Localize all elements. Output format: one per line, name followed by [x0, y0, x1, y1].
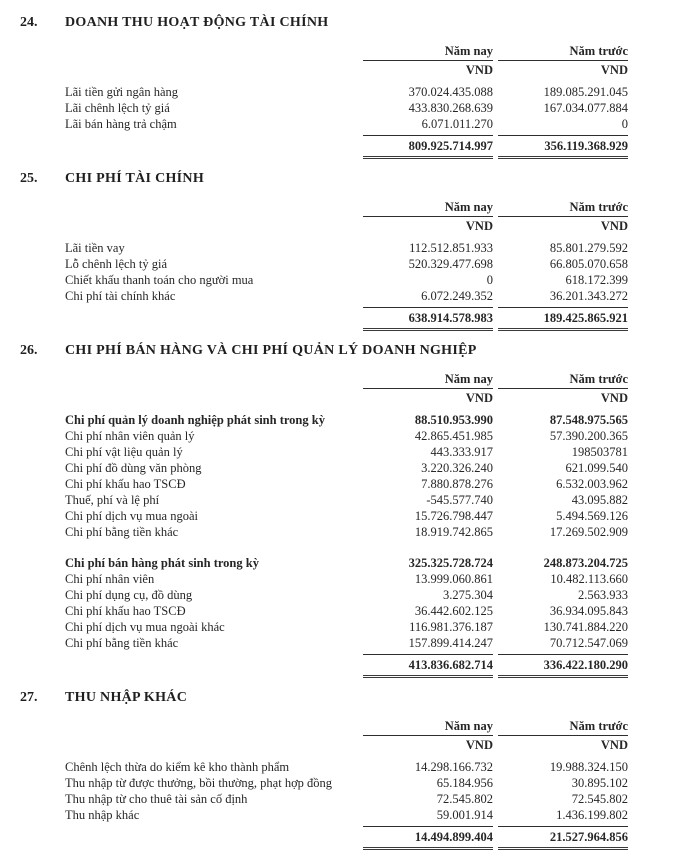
- row-value-current-year: 59.001.914: [436, 808, 493, 822]
- row-value-prior-year: 621.099.540: [565, 461, 628, 475]
- row-value-current-year: 3.275.304: [443, 588, 493, 602]
- row-value-current-year: 88.510.953.990: [414, 413, 493, 427]
- column-header-prior-year: Năm trước: [498, 372, 628, 389]
- row-label: Thu nhập khác: [65, 808, 140, 822]
- row-label: Chi phí bán hàng phát sinh trong kỳ: [65, 556, 259, 570]
- column-header-current-year: Năm nay: [363, 200, 493, 217]
- table-row: [65, 84, 628, 100]
- total-value-prior-year: 356.119.368.929: [498, 135, 628, 159]
- table-row: [65, 635, 628, 651]
- empty-cell: [65, 61, 358, 78]
- row-value-prior-year: 36.934.095.843: [549, 604, 628, 618]
- table-row: [65, 791, 628, 807]
- row-label: Chi phí tài chính khác: [65, 289, 176, 303]
- row-label: Chi phí bằng tiền khác: [65, 525, 179, 539]
- row-value-prior-year: 72.545.802: [571, 792, 628, 806]
- empty-cell: [65, 736, 358, 753]
- empty-cell: [65, 217, 358, 234]
- row-value-current-year: 6.071.011.270: [421, 117, 493, 131]
- row-value-current-year: 6.072.249.352: [421, 289, 493, 303]
- row-value-prior-year: 85.801.279.592: [549, 241, 628, 255]
- table-row: [65, 240, 628, 256]
- section-number: 24.: [20, 15, 38, 30]
- section-number: 26.: [20, 343, 38, 358]
- row-label: Chi phí vật liệu quản lý: [65, 445, 183, 459]
- row-label: Chi phí dịch vụ mua ngoài: [65, 509, 198, 523]
- table-row: [65, 508, 628, 524]
- row-label: Lãi tiền gửi ngân hàng: [65, 85, 178, 99]
- row-value-prior-year: 618.172.399: [565, 273, 628, 287]
- row-value-prior-year: 57.390.200.365: [549, 429, 628, 443]
- section-table: [65, 200, 628, 331]
- table-header-row: [65, 200, 628, 217]
- empty-cell: [65, 826, 358, 850]
- table-body: [65, 412, 628, 651]
- total-row: [65, 307, 628, 331]
- row-label: Chi phí nhân viên: [65, 572, 155, 586]
- section-table: [65, 372, 628, 678]
- table-row: [65, 619, 628, 635]
- section-heading: [0, 690, 673, 706]
- section-heading: [0, 15, 673, 31]
- table-row: [65, 460, 628, 476]
- column-header-prior-year: Năm trước: [498, 719, 628, 736]
- table-row: [65, 587, 628, 603]
- column-header-current-year: Năm nay: [363, 719, 493, 736]
- unit-label-current-year: VND: [465, 391, 493, 405]
- row-value-prior-year: 6.532.003.962: [556, 477, 628, 491]
- unit-label-prior-year: VND: [600, 219, 628, 233]
- column-header-current-year: Năm nay: [363, 372, 493, 389]
- section-title: CHI PHÍ TÀI CHÍNH: [65, 171, 205, 186]
- empty-cell: [65, 44, 358, 61]
- row-value-current-year: 0: [486, 273, 493, 287]
- column-header-current-year: Năm nay: [363, 44, 493, 61]
- empty-cell: [65, 200, 358, 217]
- table-header-row: [65, 719, 628, 736]
- row-value-prior-year: 43.095.882: [571, 493, 628, 507]
- row-value-prior-year: 30.895.102: [571, 776, 628, 790]
- table-unit-row: [65, 389, 628, 406]
- row-value-prior-year: 167.034.077.884: [543, 101, 628, 115]
- row-value-current-year: 443.333.917: [430, 445, 493, 459]
- section-heading: [0, 171, 673, 187]
- row-value-current-year: -545.577.740: [426, 493, 493, 507]
- total-value-prior-year: 189.425.865.921: [498, 307, 628, 331]
- row-label: Chi phí khấu hao TSCĐ: [65, 604, 186, 618]
- total-value-current-year: 413.836.682.714: [363, 654, 493, 678]
- row-value-prior-year: 19.988.324.150: [549, 760, 628, 774]
- row-value-current-year: 433.830.268.639: [408, 101, 493, 115]
- table-row: [65, 571, 628, 587]
- row-value-prior-year: 87.548.975.565: [549, 413, 628, 427]
- section-title: THU NHẬP KHÁC: [65, 690, 188, 705]
- row-value-prior-year: 17.269.502.909: [549, 525, 628, 539]
- table-row: [65, 524, 628, 540]
- row-label: Chênh lệch thừa do kiểm kê kho thành phẩm: [65, 760, 290, 774]
- empty-cell: [65, 307, 358, 331]
- table-body: [65, 759, 628, 823]
- table-header-row: [65, 372, 628, 389]
- row-value-current-year: 157.899.414.247: [408, 636, 493, 650]
- row-label: Thuế, phí và lệ phí: [65, 493, 160, 507]
- empty-cell: [65, 654, 358, 678]
- row-value-current-year: 65.184.956: [436, 776, 493, 790]
- total-value-prior-year: 21.527.964.856: [498, 826, 628, 850]
- row-value-prior-year: 130.741.884.220: [543, 620, 628, 634]
- table-row: [65, 100, 628, 116]
- table-body: [65, 84, 628, 132]
- row-label: Chi phí bằng tiền khác: [65, 636, 179, 650]
- row-value-current-year: 112.512.851.933: [409, 241, 493, 255]
- unit-label-prior-year: VND: [600, 391, 628, 405]
- row-label: Chi phí nhân viên quản lý: [65, 429, 195, 443]
- table-unit-row: [65, 217, 628, 234]
- table-row: [65, 759, 628, 775]
- row-value-current-year: 15.726.798.447: [414, 509, 493, 523]
- table-row: [65, 116, 628, 132]
- unit-label-prior-year: VND: [600, 738, 628, 752]
- table-row: [65, 288, 628, 304]
- row-label: Lãi chênh lệch tỷ giá: [65, 101, 170, 115]
- total-row: [65, 135, 628, 159]
- total-row: [65, 654, 628, 678]
- total-value-current-year: 809.925.714.997: [363, 135, 493, 159]
- section-title: CHI PHÍ BÁN HÀNG VÀ CHI PHÍ QUẢN LÝ DOANH NGHIỆP: [65, 343, 477, 358]
- table-unit-row: [65, 61, 628, 78]
- row-label: Chi phí khấu hao TSCĐ: [65, 477, 186, 491]
- row-value-current-year: 13.999.060.861: [414, 572, 493, 586]
- row-value-current-year: 116.981.376.187: [409, 620, 493, 634]
- table-row: [65, 807, 628, 823]
- unit-label-current-year: VND: [465, 219, 493, 233]
- row-value-current-year: 14.298.166.732: [414, 760, 493, 774]
- row-label: Lãi bán hàng trả chậm: [65, 117, 177, 131]
- total-row: [65, 826, 628, 850]
- table-row: [65, 412, 628, 428]
- row-value-current-year: 7.880.878.276: [421, 477, 493, 491]
- section-table: [65, 44, 628, 159]
- table-row: [65, 775, 628, 791]
- table-header-row: [65, 44, 628, 61]
- table-row: [65, 476, 628, 492]
- table-row: [65, 272, 628, 288]
- row-label: Chiết khấu thanh toán cho người mua: [65, 273, 254, 287]
- column-header-prior-year: Năm trước: [498, 44, 628, 61]
- row-value-prior-year: 70.712.547.069: [549, 636, 628, 650]
- total-value-current-year: 14.494.899.404: [363, 826, 493, 850]
- row-value-prior-year: 66.805.070.658: [549, 257, 628, 271]
- row-label: Chi phí quản lý doanh nghiệp phát sinh trong kỳ: [65, 413, 325, 427]
- section-title: DOANH THU HOẠT ĐỘNG TÀI CHÍNH: [65, 15, 329, 30]
- row-value-current-year: 3.220.326.240: [421, 461, 493, 475]
- row-value-current-year: 520.329.477.698: [408, 257, 493, 271]
- section-27-other-income: [0, 690, 673, 850]
- row-value-prior-year: 248.873.204.725: [543, 556, 628, 570]
- row-label: Chi phí dịch vụ mua ngoài khác: [65, 620, 225, 634]
- empty-cell: [65, 389, 358, 406]
- empty-cell: [65, 135, 358, 159]
- row-label: Thu nhập từ được thưởng, bồi thường, phạt hợp đồng: [65, 776, 333, 790]
- table-row: [65, 428, 628, 444]
- table-body: [65, 240, 628, 304]
- row-value-prior-year: 0: [621, 117, 628, 131]
- total-value-prior-year: 336.422.180.290: [498, 654, 628, 678]
- unit-label-current-year: VND: [465, 738, 493, 752]
- column-header-prior-year: Năm trước: [498, 200, 628, 217]
- table-row: [65, 555, 628, 571]
- unit-label-prior-year: VND: [600, 63, 628, 77]
- row-value-prior-year: 189.085.291.045: [543, 85, 628, 99]
- row-value-prior-year: 2.563.933: [578, 588, 628, 602]
- section-25-financial-expenses: [0, 171, 673, 331]
- row-value-prior-year: 10.482.113.660: [550, 572, 628, 586]
- total-value-current-year: 638.914.578.983: [363, 307, 493, 331]
- row-value-prior-year: 198503781: [571, 445, 628, 459]
- row-label: Chi phí dụng cụ, đồ dùng: [65, 588, 193, 602]
- row-value-prior-year: 5.494.569.126: [556, 509, 628, 523]
- row-label: Chi phí đồ dùng văn phòng: [65, 461, 202, 475]
- unit-label-current-year: VND: [465, 63, 493, 77]
- row-value-current-year: 36.442.602.125: [414, 604, 493, 618]
- empty-cell: [65, 372, 358, 389]
- section-table: [65, 719, 628, 850]
- row-label: Lỗ chênh lệch tỷ giá: [65, 257, 168, 271]
- row-label: Thu nhập từ cho thuê tài sản cố định: [65, 792, 248, 806]
- section-number: 25.: [20, 171, 38, 186]
- table-row: [65, 492, 628, 508]
- row-value-current-year: 42.865.451.985: [414, 429, 493, 443]
- row-value-prior-year: 36.201.343.272: [549, 289, 628, 303]
- row-value-current-year: 18.919.742.865: [414, 525, 493, 539]
- section-heading: [0, 343, 673, 359]
- row-value-current-year: 325.325.728.724: [408, 556, 493, 570]
- row-label: Lãi tiền vay: [65, 241, 125, 255]
- section-number: 27.: [20, 690, 38, 705]
- table-row: [65, 603, 628, 619]
- section-26-selling-admin-expenses: [0, 343, 673, 678]
- empty-cell: [65, 719, 358, 736]
- row-value-current-year: 370.024.435.088: [408, 85, 493, 99]
- table-row: [65, 256, 628, 272]
- table-row: [65, 444, 628, 460]
- row-value-current-year: 72.545.802: [436, 792, 493, 806]
- table-unit-row: [65, 736, 628, 753]
- row-value-prior-year: 1.436.199.802: [556, 808, 628, 822]
- section-24-financial-income: [0, 15, 673, 159]
